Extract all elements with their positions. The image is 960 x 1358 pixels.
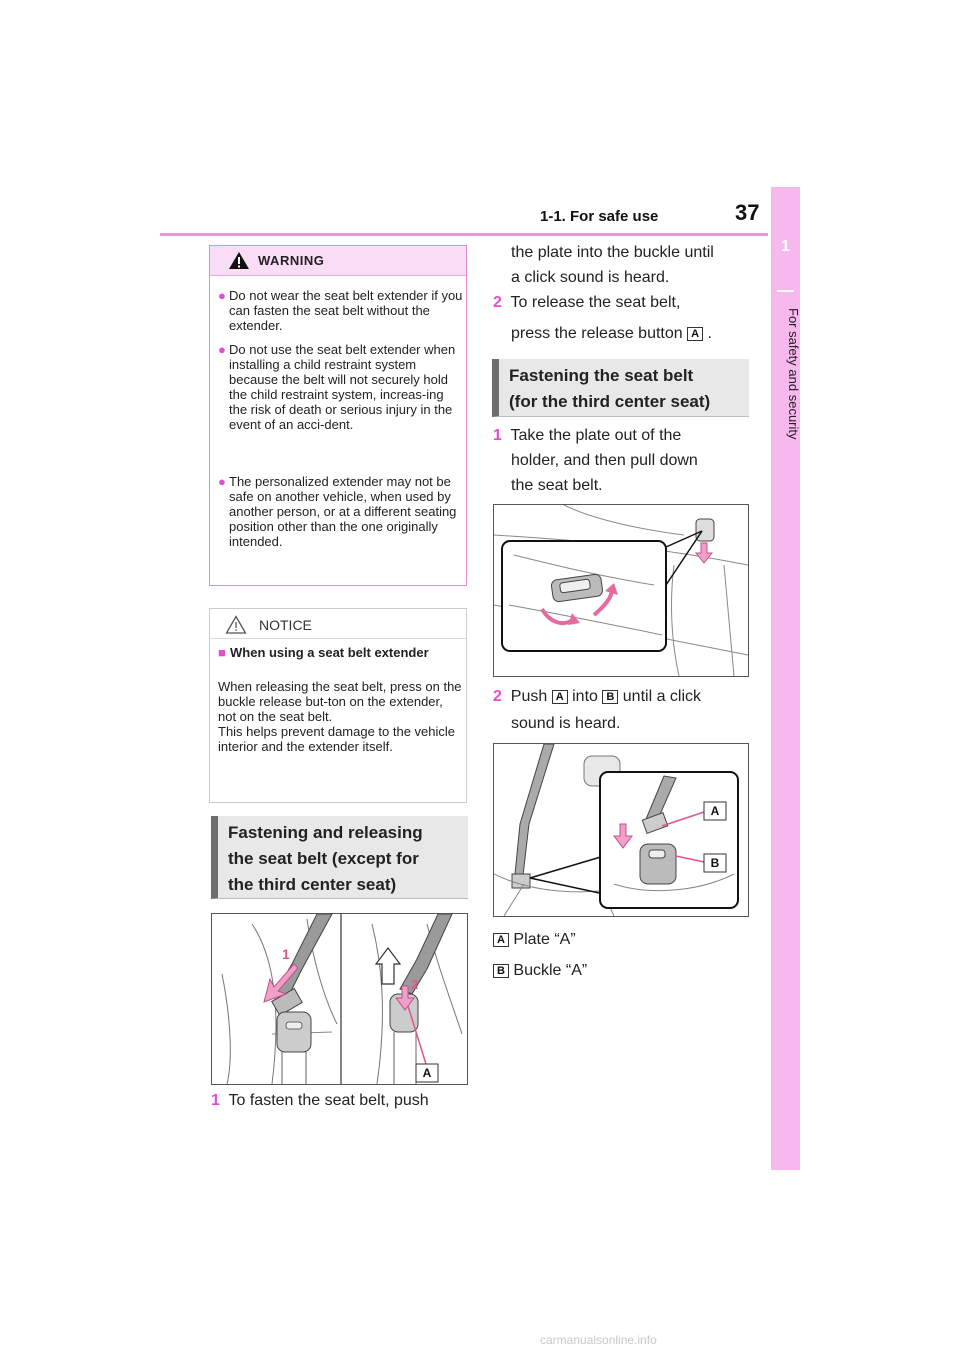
figure-plate-holder [493,504,749,677]
heading-line: the seat belt (except for [228,849,419,868]
label-a-box: A [552,690,568,704]
warning-header [210,246,466,276]
warning-item: ● Do not use the seat belt extender when installing a child restraint system because the belt will not securely hold the child restraint system, increas-ing the risk of death or serious injury in the event of an acci-dent. [218,342,456,432]
heading-line: (for the third center seat) [509,392,711,411]
plate-buckle-illustration [494,744,748,916]
legend-item-b: B Buckle “A” [493,958,753,983]
legend-item-a: A Plate “A” [493,927,753,952]
figure-fasten-release [211,913,468,1085]
figure-plate-buckle [493,743,749,917]
section-heading-fastening-releasing [211,816,468,899]
chapter-number: 1 [781,238,790,255]
warning-triangle-icon [228,251,250,270]
label-a-box: A [493,933,509,947]
step-number: 1 [493,427,502,444]
header-rule [160,233,768,236]
notice-title: NOTICE [259,617,312,633]
watermark: carmanualsonline.info [540,1333,657,1347]
label-b-box: B [602,690,618,704]
section-heading-third-center-seat [492,359,749,417]
bullet-icon: ● [218,342,226,357]
notice-body: When releasing the seat belt, press on the buckle release but-ton on the extender, not on the seat belt. This helps prevent damage to the vehicle interior and the extender itself. [218,679,462,754]
step-number: 2 [493,294,502,311]
warning-item: ● The personalized extender may not be safe on another vehicle, when used by another person, or at a different seating position other than the one originally intended. [218,474,457,549]
chapter-title: For safety and security [786,308,801,440]
step-1-text-continued: the plate into the buckle until a click sound is heard. [511,244,714,286]
page-number: 37 [735,200,760,225]
third-seat-step-1: 1 Take the plate out of the holder, and then pull down the seat belt. [493,427,698,494]
warning-box [209,245,467,586]
warning-title: WARNING [258,253,325,268]
bullet-icon: ● [218,474,226,489]
heading-line: Fastening and releasing [228,823,423,842]
section-title: 1-1. For safe use [540,208,659,225]
fasten-release-illustration [212,914,467,1084]
chapter-tab-rule [777,290,794,292]
warning-item: ● Do not wear the seat belt extender if you can fasten the seat belt without the extender. [218,288,463,333]
third-seat-step-2: 2 Push A into B until a click sound is heard. [493,688,702,732]
bullet-icon: ● [218,288,226,303]
label-b-box: B [493,964,509,978]
plate-holder-illustration [494,505,748,676]
square-bullet-icon: ■ [218,645,226,660]
notice-box [209,608,467,803]
step-number: 1 [211,1092,220,1109]
caution-triangle-icon [225,615,247,634]
step-2-release: 2 To release the seat belt, press the release button A . [493,294,712,342]
heading-line: Fastening the seat belt [509,366,694,385]
callout-label: A [422,1066,432,1080]
callout-label-b: B [710,856,720,870]
callout-label-a: A [710,804,720,818]
step-1-text-start: 1 To fasten the seat belt, push [211,1092,429,1109]
step-label: 1 [282,946,290,962]
label-a-box: A [687,327,703,341]
heading-line: the third center seat) [228,875,397,894]
notice-subtitle: ■ When using a seat belt extender [218,645,429,660]
step-number: 2 [493,688,502,705]
notice-header [210,609,466,639]
step-label: 2 [411,977,419,992]
